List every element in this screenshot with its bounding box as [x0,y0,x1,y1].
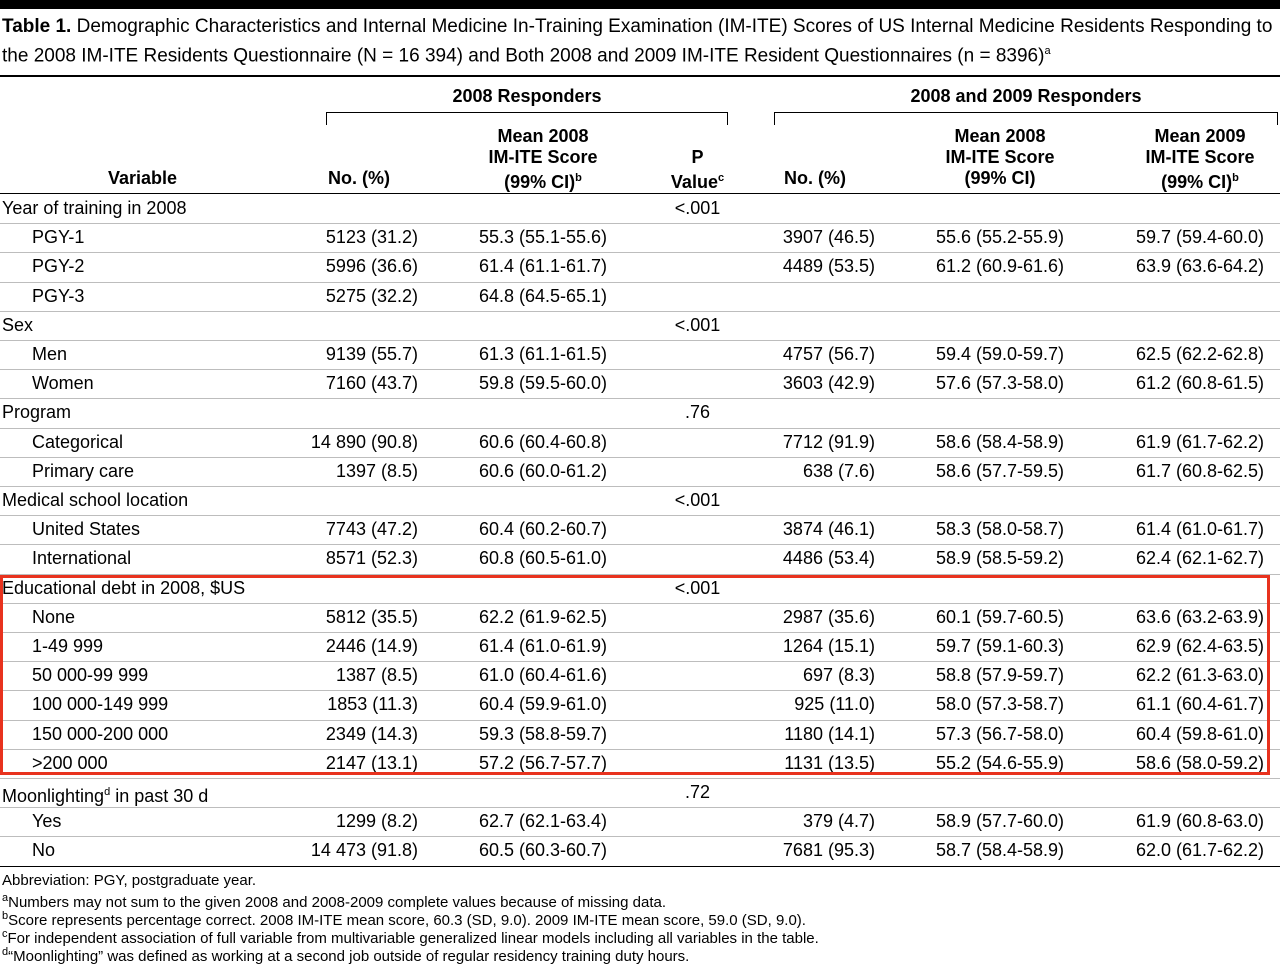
cell-no-2008: 5996 (36.6) [325,256,418,277]
cell-no-both: 4486 (53.4) [782,548,875,569]
cell-mean-2008-both: 58.9 (58.5-59.2) [935,548,1065,569]
footnote-a-text: Numbers may not sum to the given 2008 and 2008-2009 complete values because of missing data. [8,894,667,911]
row-divider [0,428,1280,429]
row-divider [0,778,1280,779]
row-label-text: Categorical [32,431,124,452]
cell-no-both: 638 (7.6) [802,460,875,481]
cell-no-both: 1131 (13.5) [784,752,875,773]
cell-p-value: .72 [684,782,711,802]
row-label-text: United States [32,519,141,540]
row-label [32,548,131,568]
footnote-c-mark: c [2,928,8,940]
highlight-box-educational-debt [0,575,1270,775]
cell-mean-2008: 55.3 (55.1-55.6) [478,227,608,248]
header-p-line2: Value [670,172,718,192]
footnote-d-mark: d [2,946,9,958]
row-label-text: 50 000-99 999 [32,665,149,686]
cell-no-2008: 5812 (35.5) [325,606,418,627]
cell-mean-2008: 59.8 (59.5-60.0) [478,373,608,394]
cell-no-2008: 7160 (43.7) [325,373,418,394]
cell-mean-2009: 62.4 (62.1-62.7) [1135,548,1265,569]
row-category-label [2,402,71,422]
header-mean-2008-line1: Mean 2008 [497,126,589,146]
row-label-text: 1-49 999 [32,636,104,656]
row-label-text: Educational debt in 2008, $US [2,577,246,598]
cell-no-2008: 1299 (8.2) [335,811,418,832]
row-divider [0,807,1280,808]
cell-p-value: <.001 [674,577,721,598]
cell-mean-2008-both: 57.6 (57.3-58.0) [935,373,1065,394]
cell-no-both: 3603 (42.9) [782,373,875,394]
row-divider [0,486,1280,487]
cell-mean-2009: 62.5 (62.2-62.8) [1135,344,1265,364]
row-divider [0,457,1280,458]
cell-mean-2009: 59.7 (59.4-60.0) [1135,227,1265,248]
cell-no-both: 3874 (46.1) [782,519,875,540]
header-mean-2008b-line3: (99% CI) [964,168,1036,188]
footnote-abbreviation: Abbreviation: PGY, postgraduate year. [2,872,257,889]
row-divider [0,398,1280,399]
cell-mean-2008: 62.7 (62.1-63.4) [478,811,608,832]
cell-no-both: 4489 (53.5) [782,256,875,277]
row-divider [0,836,1280,837]
table-title [2,14,1278,68]
cell-no-both: 2987 (35.6) [782,606,875,627]
cell-p-value: <.001 [674,198,721,218]
cell-no-both: 925 (11.0) [794,694,875,715]
row-divider [0,252,1280,253]
row-divider [0,515,1280,516]
group-header-both: 2008 and 2009 Responders [910,86,1142,106]
row-label-text: None [32,606,76,627]
row-divider [0,544,1280,545]
cell-mean-2008-both: 58.6 (58.4-58.9) [935,431,1065,452]
top-black-bar [0,0,1280,9]
cell-mean-2008-both: 61.2 (60.9-61.6) [935,256,1065,277]
cell-no-both: 1264 (15.1) [782,636,875,656]
footnote-a-mark: a [2,892,9,904]
row-label-text: >200 000 [32,752,108,773]
row-label [32,227,84,247]
header-bottom-rule [0,193,1280,194]
cell-no-both: 7681 (95.3) [782,840,875,861]
cell-no-2008: 7743 (47.2) [325,519,418,540]
cell-mean-2008-both: 55.2 (54.6-55.9) [935,752,1065,773]
header-p-mark: c [717,172,725,184]
header-mean-2008 [458,126,628,193]
cell-mean-2008: 60.6 (60.0-61.2) [478,460,608,481]
row-label-text: PGY-2 [32,256,85,277]
header-mean-2008-mark: b [575,172,582,184]
cell-no-both: 379 (4.7) [802,811,875,832]
cell-mean-2009: 62.0 (61.7-62.2) [1135,840,1265,861]
cell-no-2008: 2147 (13.1) [325,752,418,773]
cell-no-2008: 14 473 (91.8) [310,840,418,861]
cell-no-2008: 2446 (14.9) [325,636,418,656]
header-mean-2009-line2: IM-ITE Score [1145,147,1255,167]
cell-no-both: 4757 (56.7) [782,344,875,364]
header-no-both: No. (%) [784,168,846,188]
cell-mean-2009: 63.6 (63.2-63.9) [1135,606,1265,627]
row-label-footnote-mark: d [104,786,111,798]
cell-mean-2008-both: 58.3 (58.0-58.7) [935,519,1065,540]
cell-no-both: 3907 (46.5) [782,227,875,248]
cell-no-2008: 1853 (11.3) [327,694,418,715]
header-variable: Variable [107,168,177,188]
cell-mean-2008: 62.2 (61.9-62.5) [478,606,608,627]
cell-mean-2009: 61.7 (60.8-62.5) [1135,460,1265,481]
row-category-label [2,315,33,335]
row-category-label [2,782,208,806]
footnote-d [2,943,689,966]
row-divider [0,340,1280,341]
row-divider [0,223,1280,224]
row-label-text: Medical school location [2,490,189,510]
title-footnote-mark: a [1044,45,1051,57]
cell-mean-2008: 61.4 (61.0-61.9) [478,636,608,656]
cell-no-2008: 2349 (14.3) [325,723,418,744]
row-label [32,811,61,831]
row-label-text: 100 000-149 999 [32,694,169,715]
row-label [32,519,140,539]
table-bottom-rule [0,866,1280,867]
row-label-text: Moonlighting [2,786,105,806]
cell-mean-2009: 58.6 (58.0-59.2) [1135,752,1265,773]
cell-mean-2008: 61.3 (61.1-61.5) [478,344,608,364]
row-label [32,373,94,393]
cell-no-2008: 5123 (31.2) [325,227,418,248]
cell-no-both: 7712 (91.9) [782,431,875,452]
footnote-d-text: “Moonlighting” was defined as working at a second job outside of regular residency training duty hours. [8,948,690,965]
table-title-text: Demographic Characteristics and Internal Medicine In-Training Examination (IM-ITE) Scores of US Internal Medicine Residents Responding to the 2008 IM-ITE Residents Questionnaire (N = 16 394) and Both 2008 and 2009 IM-ITE Resident Questionnaires (n = 8396) [2,16,1273,67]
row-label [32,256,84,276]
cell-mean-2008: 61.0 (60.4-61.6) [478,665,608,686]
row-label-text: Women [32,373,94,394]
header-mean-2009-mark: b [1232,172,1239,184]
cell-mean-2008-both: 58.8 (57.9-59.7) [935,665,1065,686]
row-label-text: International [32,548,132,569]
row-label [32,461,134,481]
group-bracket-2008 [326,112,728,125]
header-mean-2008b-line1: Mean 2008 [954,126,1046,146]
cell-no-2008: 1397 (8.5) [335,460,418,481]
row-label [32,840,55,860]
cell-mean-2008-both: 55.6 (55.2-55.9) [935,227,1065,248]
cell-p-value: <.001 [674,490,721,510]
row-label [32,344,67,364]
cell-mean-2008: 60.4 (60.2-60.7) [478,519,608,540]
row-label-text: Men [32,344,68,364]
row-label-text: Year of training in 2008 [2,198,187,218]
cell-mean-2008-both: 57.3 (56.7-58.0) [935,723,1065,744]
cell-no-both: 697 (8.3) [802,665,875,686]
cell-mean-2008-both: 58.7 (58.4-58.9) [935,840,1065,861]
cell-mean-2008: 60.6 (60.4-60.8) [478,431,608,452]
row-label [32,286,84,306]
group-bracket-both [774,112,1278,125]
cell-mean-2009: 61.9 (60.8-63.0) [1135,811,1265,832]
row-label-text: Yes [32,811,62,832]
header-mean-2008-line2: IM-ITE Score [488,147,598,167]
header-mean-2009-line1: Mean 2009 [1154,126,1246,146]
cell-mean-2008: 64.8 (64.5-65.1) [478,285,608,306]
cell-no-2008: 9139 (55.7) [325,344,418,364]
row-label-text: PGY-1 [32,227,85,248]
row-label-text: Program [2,402,72,423]
cell-no-2008: 1387 (8.5) [335,665,418,686]
cell-no-both: 1180 (14.1) [784,723,875,744]
cell-no-2008: 14 890 (90.8) [310,431,418,452]
cell-mean-2008-both: 60.1 (59.7-60.5) [935,606,1065,627]
cell-mean-2008-both: 58.6 (57.7-59.5) [935,460,1065,481]
row-label-text: No [32,840,56,861]
row-label [32,432,123,452]
cell-mean-2008: 60.8 (60.5-61.0) [478,548,608,569]
header-mean-2008-line3: (99% CI) [504,172,576,192]
header-mean-2009-line3: (99% CI) [1161,172,1233,192]
cell-mean-2009: 62.2 (61.3-63.0) [1135,665,1265,686]
header-no-2008: No. (%) [328,168,390,188]
row-label-rest: in past 30 d [110,786,209,806]
row-label-text: 150 000-200 000 [32,723,169,744]
cell-mean-2008: 60.4 (59.9-61.0) [478,694,608,715]
row-divider [0,369,1280,370]
header-mean-2008-both [900,126,1100,189]
cell-mean-2008: 57.2 (56.7-57.7) [478,752,608,773]
row-label-text: Primary care [32,460,135,481]
cell-no-2008: 8571 (52.3) [325,548,418,569]
row-divider [0,282,1280,283]
cell-mean-2009: 63.9 (63.6-64.2) [1135,256,1265,277]
footnote-c-text: For independent association of full variable from multivariable generalized linear models including all variables in the table. [7,930,819,947]
footnote-b-text: Score represents percentage correct. 2008 IM-ITE mean score, 60.3 (SD, 9.0). 2009 IM-ITE mean score, 59.0 (SD, 9.0). [8,912,806,929]
row-category-label [2,490,188,510]
cell-mean-2008: 60.5 (60.3-60.7) [478,840,608,861]
cell-mean-2009: 61.4 (61.0-61.7) [1135,519,1265,540]
cell-mean-2008-both: 59.7 (59.1-60.3) [935,636,1065,656]
cell-mean-2009: 62.9 (62.4-63.5) [1135,636,1265,656]
cell-mean-2009: 61.1 (60.4-61.7) [1135,694,1265,715]
cell-mean-2009: 60.4 (59.8-61.0) [1135,723,1265,744]
header-p-value [650,147,745,193]
cell-mean-2009: 61.9 (61.7-62.2) [1135,431,1265,452]
row-label-text: PGY-3 [32,285,85,306]
cell-mean-2008: 61.4 (61.1-61.7) [478,256,608,277]
cell-p-value: <.001 [674,314,721,335]
cell-mean-2008: 59.3 (58.8-59.7) [478,723,608,744]
cell-mean-2008-both: 58.0 (57.3-58.7) [935,694,1065,715]
cell-mean-2008-both: 59.4 (59.0-59.7) [935,344,1065,364]
group-header-2008: 2008 Responders [452,86,602,106]
cell-mean-2009: 61.2 (60.8-61.5) [1135,373,1265,394]
header-p-line1: P [691,147,704,167]
cell-p-value: .76 [684,402,711,423]
row-label-text: Sex [2,314,34,335]
header-mean-2008b-line2: IM-ITE Score [945,147,1055,167]
header-mean-2009 [1110,126,1280,193]
cell-mean-2008-both: 58.9 (57.7-60.0) [935,811,1065,832]
table-top-rule [0,75,1280,77]
cell-no-2008: 5275 (32.2) [325,285,418,306]
table-label: Table 1. [2,16,72,37]
row-category-label [2,198,186,218]
footnote-b-mark: b [2,910,9,922]
row-divider [0,311,1280,312]
